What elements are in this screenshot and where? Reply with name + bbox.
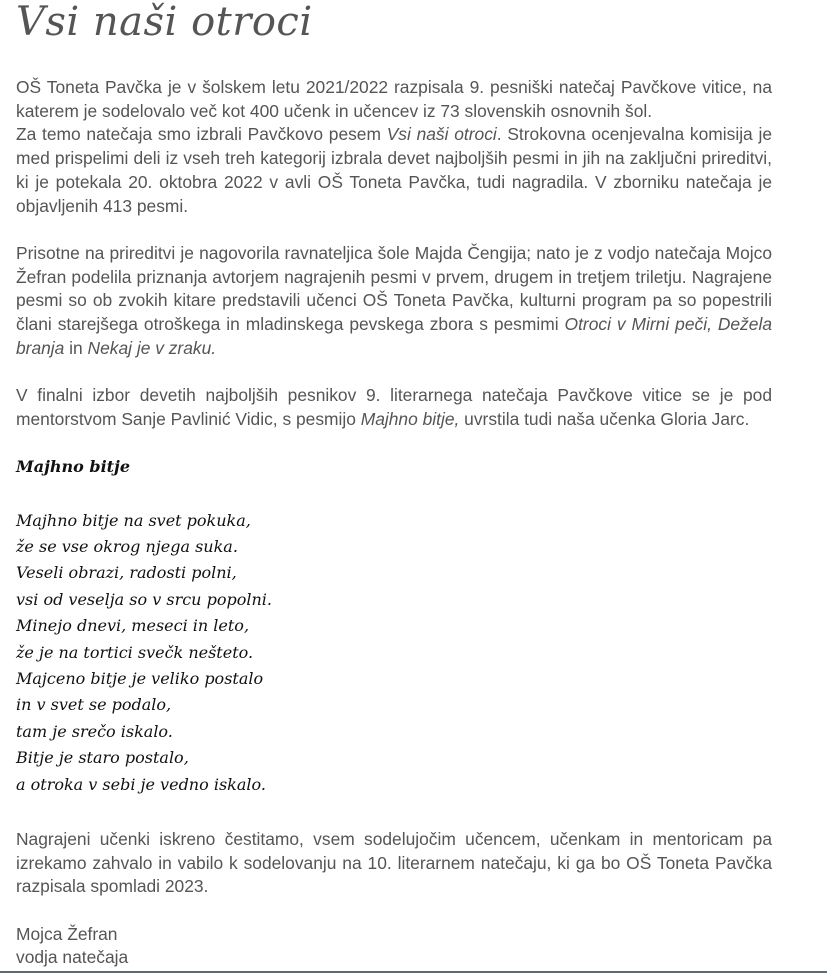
poem-line: a otroka v sebi je vedno iskalo.	[16, 774, 266, 794]
poem-line: Majceno bitje je veliko postalo	[16, 668, 264, 688]
poem-line: Veseli obrazi, radosti polni,	[16, 563, 237, 583]
ceremony-connector: in	[64, 337, 88, 358]
signature-role: vodja natečaja	[16, 947, 129, 968]
poem-heading: Majhno bitje	[16, 456, 130, 476]
finalist-text-end: uvrstila tudi naša učenka Gloria Jarc.	[459, 408, 750, 429]
intro-sentence-2-end: . Strokovna ocenjevalna komisija je med prispelimi deli iz vseh treh kategorij izbrala devet najboljših pesmi in jih na zaključni prireditvi, ki je potekala 20. oktobra 2022 v avli OŠ Toneta Pavčka, tudi nagradila. V zborniku natečaja je objavljenih 413 pesmi.	[16, 124, 772, 216]
poem-body	[16, 508, 772, 798]
page-title: Vsi naši otroci	[16, 0, 313, 45]
poem-line: že je na tortici svečk nešteto.	[16, 642, 254, 662]
poem-reference-title: Vsi naši otroci	[386, 124, 497, 145]
ceremony-paragraph	[16, 242, 772, 361]
poem-line: že se vse okrog njega suka.	[16, 536, 238, 556]
article	[16, 0, 772, 970]
finalist-paragraph	[16, 384, 772, 431]
poem-line: tam je srečo iskalo.	[16, 721, 173, 741]
song-titles-1: Otroci v Mirni peči, Dežela branja	[16, 314, 772, 358]
signature-name: Mojca Žefran	[16, 923, 118, 944]
finalist-text: V finalni izbor devetih najboljših pesnikov 9. literarnega natečaja Pavčkove vitice se je pod mentorstvom Sanje Pavlinić Vidic, s pesmijo	[16, 385, 772, 429]
signature	[16, 923, 772, 970]
song-title-2: Nekaj je v zraku.	[87, 337, 217, 358]
poem-line: Bitje je staro postalo,	[16, 748, 189, 768]
poem-line: Minejo dnevi, meseci in leto,	[16, 616, 250, 636]
winning-poem-title: Majhno bitje,	[360, 408, 460, 429]
intro-paragraph	[16, 76, 772, 218]
poem-line: vsi od veselja so v srcu popolni.	[16, 589, 272, 609]
intro-sentence-2-start: Za temo natečaja smo izbrali Pavčkovo pesem	[16, 124, 387, 145]
ceremony-text: Prisotne na prireditvi je nagovorila ravnateljica šole Majda Čengija; nato je z vodjo natečaja Mojco Žefran podelila priznanja avtorjem nagrajenih pesmi v prvem, drugem in tretjem triletju. Nagrajene pesmi so ob zvokih kitare predstavili učenci OŠ Toneta Pavčka, kulturni program pa so popestrili člani starejšega otroškega in mladinskega pevskega zbora s pesmimi	[16, 242, 772, 335]
poem-line: Majhno bitje na svet pokuka,	[16, 510, 251, 530]
closing-paragraph: Nagrajeni učenki iskreno čestitamo, vsem sodelujočim učencem, učenkam in mentoricam pa izrekamo zahvalo in vabilo k sodelovanju na 10. literarnem natečaju, ki ga bo OŠ Toneta Pavčka razpisala spomladi 2023.	[16, 828, 772, 897]
poem-line: in v svet se podalo,	[16, 695, 172, 715]
intro-sentence-1: OŠ Toneta Pavčka je v šolskem letu 2021/2022 razpisala 9. pesniški natečaj Pavčkove vitice, na katerem je sodelovalo več kot 400 učenk in učencev iz 73 slovenskih osnovnih šol.	[16, 77, 772, 121]
